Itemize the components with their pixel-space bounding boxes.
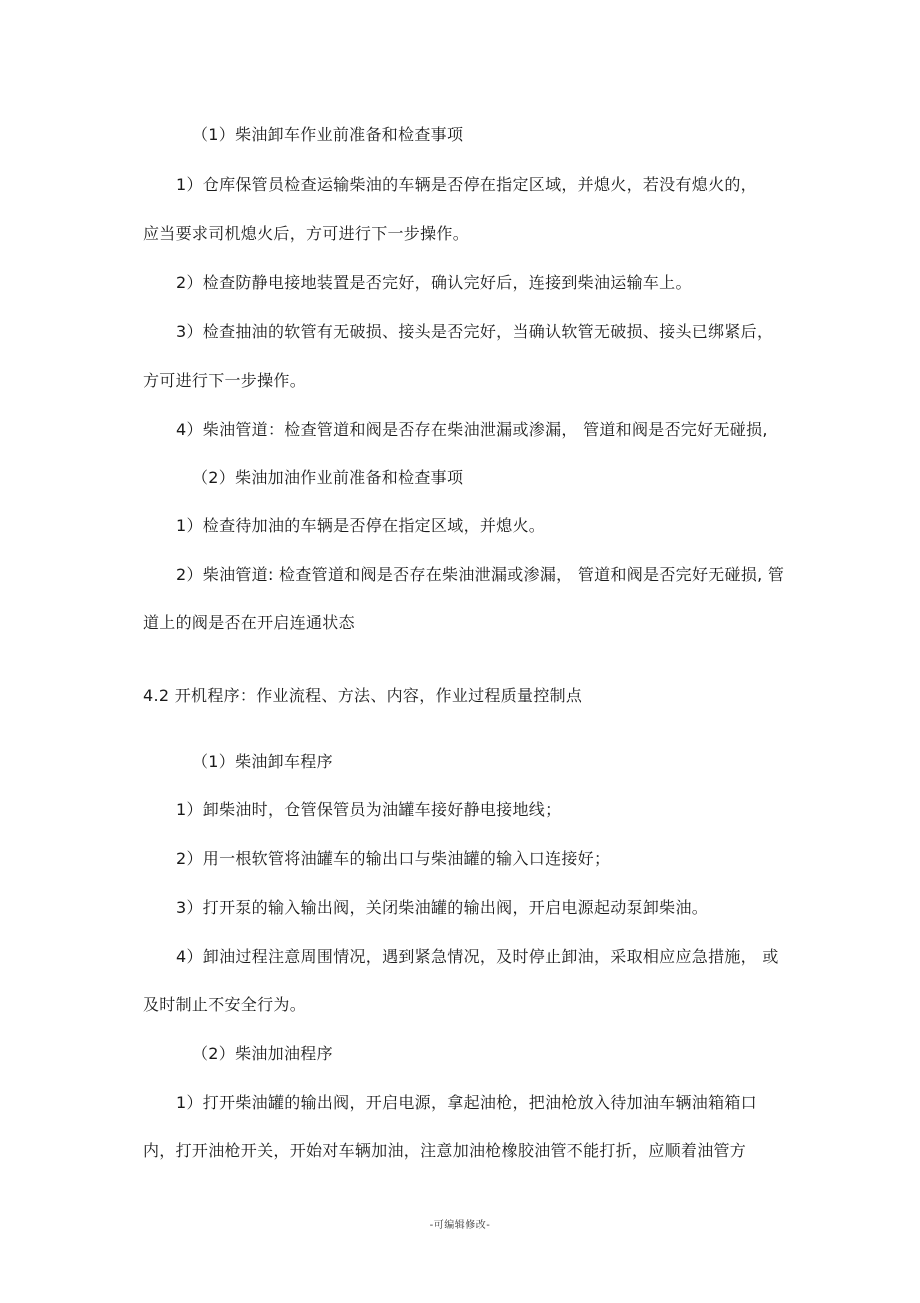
- paragraph-line: 应当要求司机熄火后，方可进行下一步操作。: [143, 224, 470, 243]
- section-heading-2: （2）柴油加油作业前准备和检查事项: [192, 468, 464, 487]
- paragraph-line: 4）卸油过程注意周围情况，遇到紧急情况，及时停止卸油，采取相应应急措施， 或: [176, 947, 779, 966]
- paragraph-line: 方可进行下一步操作。: [143, 371, 307, 390]
- paragraph-line: 2）检查防静电接地装置是否完好，确认完好后，连接到柴油运输车上。: [176, 273, 692, 292]
- section-heading-4: （2）柴油加油程序: [192, 1044, 333, 1063]
- page-footer: -可编辑修改-: [429, 1220, 491, 1231]
- section-heading-1: （1）柴油卸车作业前准备和检查事项: [192, 125, 464, 144]
- paragraph-line: 2）用一根软管将油罐车的输出口与柴油罐的输入口连接好；: [176, 849, 611, 868]
- paragraph-line: 1）仓库保管员检查运输柴油的车辆是否停在指定区域，并熄火，若没有熄火的，: [176, 175, 757, 194]
- paragraph-line: 1）打开柴油罐的输出阀，开启电源，拿起油枪，把油枪放入待加油车辆油箱箱口: [176, 1093, 757, 1112]
- paragraph-line: 及时制止不安全行为。: [143, 995, 307, 1014]
- paragraph-line: 内，打开油枪开关，开始对车辆加油，注意加油枪橡胶油管不能打折，应顺着油管方: [143, 1141, 747, 1160]
- paragraph-line: 1）卸柴油时，仓管保管员为油罐车接好静电接地线；: [176, 800, 562, 819]
- paragraph-line: 4）柴油管道：检查管道和阀是否存在柴油泄漏或渗漏， 管道和阀是否完好无碰损,: [176, 420, 768, 439]
- section-heading-3: （1）柴油卸车程序: [192, 752, 333, 771]
- paragraph-line: 道上的阀是否在开启连通状态: [143, 613, 355, 632]
- paragraph-line: 3）检查抽油的软管有无破损、接头是否完好，当确认软管无破损、接头已绑紧后，: [176, 322, 774, 341]
- chapter-heading: 4.2 开机程序：作业流程、方法、内容，作业过程质量控制点: [143, 686, 583, 705]
- paragraph-line: 1）检查待加油的车辆是否停在指定区域，并熄火。: [176, 516, 546, 535]
- paragraph-line: 3）打开泵的输入输出阀，关闭柴油罐的输出阀，开启电源起动泵卸柴油。: [176, 898, 709, 917]
- paragraph-line: 2）柴油管道: 检查管道和阀是否存在柴油泄漏或渗漏， 管道和阀是否完好无碰损, 管: [176, 565, 785, 584]
